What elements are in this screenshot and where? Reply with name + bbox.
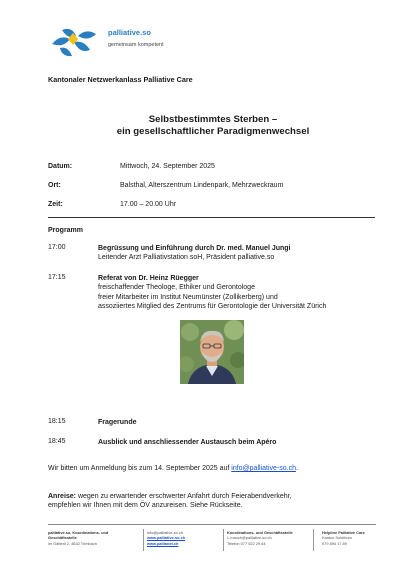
travel-label: Anreise: — [48, 493, 77, 500]
footer-org-line-1: palliative.so, Koordinations- und — [48, 530, 109, 535]
travel-line-1: wegen zu erwartender erschwerter Anfahrt durch Feierabendverkehr, — [76, 493, 292, 500]
time-value: 17.00 – 20.00 Uhr — [120, 201, 177, 208]
program-time: 18:15 — [48, 418, 66, 425]
program-heading: Programm — [48, 227, 84, 234]
registration-text: Wir bitten um Anmeldung bis zum 14. September 2025 auf — [48, 465, 232, 472]
date-label: Datum: — [48, 163, 73, 170]
program-time: 17:15 — [48, 274, 66, 281]
footer-email[interactable]: info@palliative-so.ch — [147, 530, 183, 535]
program-item — [98, 244, 291, 263]
program-item-line: freischaffender Theologe, Ethiker und Gerontologe — [98, 284, 255, 292]
title-line-1: Selbstbestimmtes Sterben – — [148, 114, 278, 125]
title-line-2: ein gesellschaftlicher Paradigmenwechsel — [116, 126, 310, 137]
program-item-line: assoziiertes Mitglied des Zentrums für Gerontologie der Universität Zürich — [98, 303, 327, 311]
footer-helpline — [322, 530, 380, 546]
logo-mark — [46, 24, 106, 58]
footer-org-line-2: Geschäftsstelle — [48, 535, 77, 541]
footer-pallianet-link[interactable]: www.pallianet.ch — [147, 540, 179, 546]
place-label: Ort: — [48, 182, 61, 189]
program-item-line: Leitender Arzt Palliativstation soH, Präsident palliative.so — [98, 254, 275, 262]
footer-separator — [143, 529, 144, 551]
program-item-title: Begrüssung und Einführung durch Dr. med. Manuel Jungi — [98, 245, 291, 252]
footer-website-link[interactable]: www.palliative-so.ch — [147, 535, 186, 541]
travel-note — [48, 492, 378, 511]
program-item-title: Ausblick und anschliessender Austausch beim Apéro — [98, 439, 277, 446]
footer-web — [147, 530, 219, 546]
speaker-portrait — [180, 320, 244, 384]
footer-contact — [227, 530, 309, 546]
footer-separator — [223, 529, 224, 551]
registration-note — [48, 464, 378, 473]
time-label: Zeit: — [48, 201, 63, 208]
registration-email-link[interactable]: info@palliative-so.ch — [231, 465, 296, 472]
travel-line-2: empfehlen wir Ihnen mit dem ÖV anzureisen. Siehe Rückseite. — [48, 502, 243, 510]
footer-divider — [48, 524, 376, 525]
event-type: Kantonaler Netzwerkanlass Palliative Care — [48, 75, 193, 84]
brand-name: palliative.so — [108, 28, 151, 37]
brand-tagline: gemeinsam kompetent — [108, 42, 164, 48]
speaker-photo — [180, 320, 244, 384]
program-item-title: Fragerunde — [98, 419, 137, 426]
footer-helpline-title: Helpline Palliative Care — [322, 530, 365, 535]
footer-helpline-phone: 079 894 17 89 — [322, 540, 347, 546]
program-item-title: Referat von Dr. Heinz Rüegger — [98, 275, 199, 282]
footer-address — [48, 530, 138, 546]
place-value: Balsthal, Alterszentrum Lindenpark, Mehrzweckraum — [120, 182, 284, 189]
footer-contact-title: Koordinations- und Geschäftsstelle — [227, 530, 293, 535]
footer-contact-email[interactable]: L.mauch@palliative-so.ch — [227, 535, 272, 541]
palliative-so-logo — [46, 24, 106, 58]
footer-helpline-region: Kanton Solothurn — [322, 535, 353, 541]
program-time: 18:45 — [48, 438, 66, 445]
footer-separator — [313, 529, 314, 551]
footer-contact-phone: Telefon 077 522 29 84 — [227, 540, 266, 546]
registration-end: . — [295, 465, 298, 472]
program-time: 17:00 — [48, 244, 66, 251]
program-item-line: freier Mitarbeiter im Institut Neumünster (Zollikerberg) und — [98, 293, 278, 301]
date-value: Mittwoch, 24. September 2025 — [120, 163, 215, 170]
program-item — [98, 274, 326, 312]
divider — [48, 217, 375, 218]
footer-address-line: im Gätterli 2, 4632 Trimbach — [48, 540, 97, 546]
